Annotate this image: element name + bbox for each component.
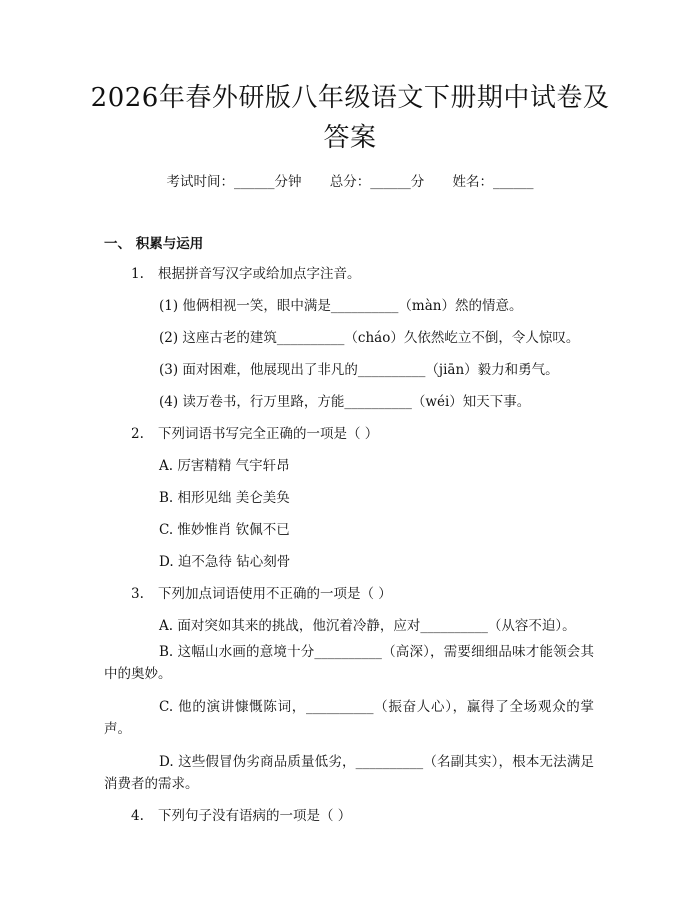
exam-time: 考试时间：______分钟 bbox=[166, 174, 302, 190]
option-a: A. 面对突如其来的挑战，他沉着冷静，应对__________（从容不迫）。 bbox=[159, 618, 576, 634]
sub-item: (1) 他俩相视一笑，眼中满是__________（màn）然的情意。 bbox=[159, 298, 523, 314]
title-line-2: 答案 bbox=[323, 123, 377, 153]
question-text: 下列加点词语使用不正确的一项是（ ） bbox=[158, 586, 392, 602]
question-text: 下列词语书写完全正确的一项是（ ） bbox=[158, 426, 379, 442]
question-2 bbox=[131, 422, 378, 442]
question-number: 4. bbox=[131, 808, 144, 824]
option-c: C. 他的演讲慷慨陈词，__________（振奋人心），赢得了全场观众的掌声。 bbox=[104, 699, 594, 737]
option-a: A. 厉害精精 气宇轩昂 bbox=[159, 458, 290, 474]
question-number: 1. bbox=[131, 266, 144, 282]
sub-item: (4) 读万卷书，行万里路，方能__________（wéi）知天下事。 bbox=[159, 394, 531, 410]
question-text: 下列句子没有语病的一项是（ ） bbox=[158, 808, 352, 824]
document-title bbox=[60, 78, 640, 158]
question-3 bbox=[131, 582, 392, 602]
question-number: 3. bbox=[131, 586, 144, 602]
title-line-1: 2026年春外研版八年级语文下册期中试卷及 bbox=[90, 83, 610, 113]
exam-name: 姓名：______ bbox=[452, 174, 534, 190]
exam-meta bbox=[0, 170, 700, 190]
question-text: 根据拼音写汉字或给加点字注音。 bbox=[158, 266, 361, 282]
exam-score: 总分：______分 bbox=[329, 174, 425, 190]
option-b: B. 相形见绌 美仑美奂 bbox=[159, 490, 290, 506]
option-d: D. 这些假冒伪劣商品质量低劣，__________（名副其实），根本无法满足消费者的需求。 bbox=[104, 754, 594, 792]
question-4 bbox=[131, 804, 351, 824]
section-heading: 一、 积累与运用 bbox=[104, 236, 204, 252]
option-d: D. 迫不急待 钻心刻骨 bbox=[159, 554, 291, 570]
option-b: B. 这幅山水画的意境十分__________（高深），需要细细品味才能领会其中的奥妙。 bbox=[104, 644, 594, 682]
option-c: C. 惟妙惟肖 钦佩不已 bbox=[159, 522, 290, 538]
question-number: 2. bbox=[131, 426, 144, 442]
sub-item: (2) 这座古老的建筑__________（cháo）久依然屹立不倒，令人惊叹。 bbox=[159, 330, 580, 346]
question-1 bbox=[131, 262, 361, 282]
sub-item: (3) 面对困难，他展现出了非凡的__________（jiān）毅力和勇气。 bbox=[159, 362, 559, 378]
